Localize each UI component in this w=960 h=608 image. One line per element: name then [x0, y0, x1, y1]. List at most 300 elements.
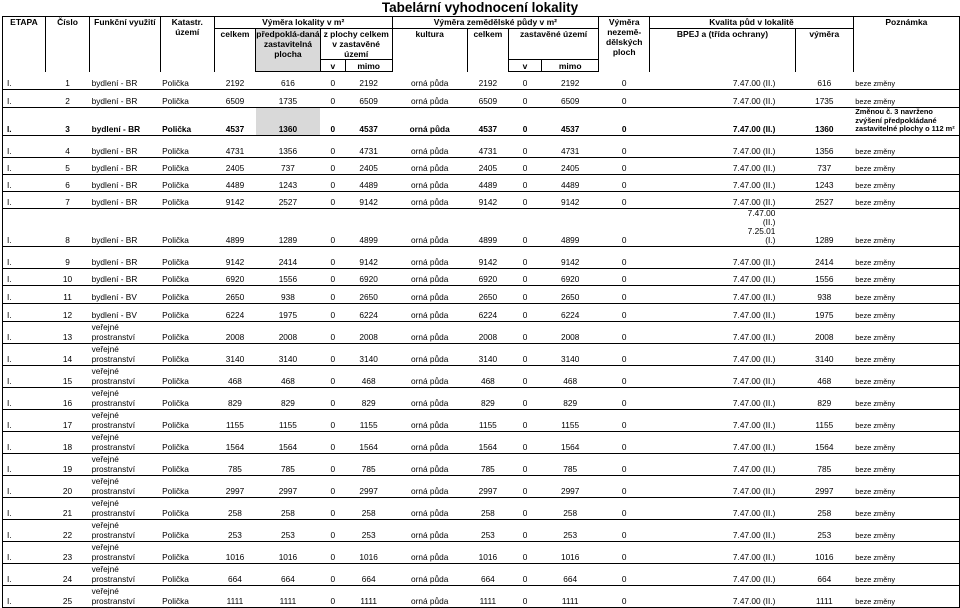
cell-poznamka: beze změny [853, 90, 959, 108]
cell-katastr: Polička [160, 135, 214, 157]
cell-zpf-mimo: 2192 [542, 72, 599, 90]
cell-bpej: 7.47.00 (II.) [650, 246, 796, 268]
cell-zpf-celkem: 6224 [467, 303, 508, 321]
cell-kultura: orná půda [392, 365, 467, 387]
cell-celkem: 2650 [214, 285, 255, 303]
cell-etapa: I. [3, 365, 46, 387]
table-row [3, 174, 960, 191]
cell-katastr: Polička [160, 108, 214, 136]
cell-etapa: I. [3, 135, 46, 157]
cell-celkem: 253 [214, 519, 255, 541]
cell-funkce: veřejné prostranství [90, 497, 160, 519]
cell-bpej: 7.47.00 (II.) [650, 519, 796, 541]
cell-celkem: 1564 [214, 431, 255, 453]
cell-katastr: Polička [160, 497, 214, 519]
header-etapa: ETAPA [3, 17, 46, 72]
cell-bpej: 7.47.00 (II.) [650, 90, 796, 108]
cell-katastr: Polička [160, 268, 214, 285]
cell-mimo: 468 [345, 365, 392, 387]
cell-poznamka: beze změny [853, 285, 959, 303]
cell-celkem: 6920 [214, 268, 255, 285]
cell-v: 0 [320, 174, 345, 191]
cell-kultura: orná půda [392, 343, 467, 365]
cell-nezem: 0 [599, 208, 650, 246]
cell-etapa: I. [3, 343, 46, 365]
cell-zpf-v: 0 [508, 409, 541, 431]
cell-funkce: bydlení - BR [90, 268, 160, 285]
cell-nezem: 0 [599, 541, 650, 563]
cell-predpokladana: 1735 [256, 90, 321, 108]
cell-v: 0 [320, 541, 345, 563]
cell-funkce: veřejné prostranství [90, 563, 160, 585]
cell-nezem: 0 [599, 303, 650, 321]
table-body [3, 72, 960, 608]
cell-kultura: orná půda [392, 563, 467, 585]
cell-kultura: orná půda [392, 174, 467, 191]
cell-katastr: Polička [160, 343, 214, 365]
cell-v: 0 [320, 431, 345, 453]
cell-bpej: 7.47.00 (II.) [650, 431, 796, 453]
cell-v: 0 [320, 497, 345, 519]
cell-zpf-celkem: 468 [467, 365, 508, 387]
cell-predpokladana: 2997 [256, 475, 321, 497]
cell-kultura: orná půda [392, 409, 467, 431]
cell-v: 0 [320, 303, 345, 321]
cell-poznamka: beze změny [853, 268, 959, 285]
cell-predpokladana: 1556 [256, 268, 321, 285]
cell-vymera: 2997 [795, 475, 853, 497]
document-title: Tabelární vyhodnocení lokality [381, 0, 579, 15]
table-row [3, 90, 960, 108]
cell-zpf-mimo: 1564 [542, 431, 599, 453]
cell-etapa: I. [3, 174, 46, 191]
table-row [3, 343, 960, 365]
cell-mimo: 1111 [345, 585, 392, 607]
cell-mimo: 9142 [345, 191, 392, 208]
cell-funkce: veřejné prostranství [90, 475, 160, 497]
table-row [3, 475, 960, 497]
cell-zpf-v: 0 [508, 343, 541, 365]
cell-cislo: 12 [45, 303, 89, 321]
cell-funkce: bydlení - BR [90, 246, 160, 268]
cell-nezem: 0 [599, 246, 650, 268]
cell-kultura: orná půda [392, 285, 467, 303]
cell-bpej: 7.47.00 (II.) [650, 387, 796, 409]
table-row [3, 321, 960, 343]
cell-cislo: 10 [45, 268, 89, 285]
header-zpf-celkem: celkem [467, 29, 508, 72]
cell-zpf-mimo: 253 [542, 519, 599, 541]
cell-zpf-celkem: 6920 [467, 268, 508, 285]
cell-vymera: 1289 [795, 208, 853, 246]
cell-cislo: 14 [45, 343, 89, 365]
cell-zpf-v: 0 [508, 90, 541, 108]
cell-katastr: Polička [160, 365, 214, 387]
cell-predpokladana: 1243 [256, 174, 321, 191]
cell-mimo: 3140 [345, 343, 392, 365]
cell-vymera: 2527 [795, 191, 853, 208]
table-row [3, 585, 960, 607]
cell-zpf-v: 0 [508, 541, 541, 563]
cell-zpf-mimo: 4489 [542, 174, 599, 191]
cell-zpf-v: 0 [508, 285, 541, 303]
cell-v: 0 [320, 365, 345, 387]
cell-katastr: Polička [160, 72, 214, 90]
header-kultura: kultura [392, 29, 467, 72]
cell-zpf-celkem: 9142 [467, 191, 508, 208]
cell-zpf-celkem: 9142 [467, 246, 508, 268]
cell-katastr: Polička [160, 519, 214, 541]
cell-zpf-v: 0 [508, 387, 541, 409]
cell-bpej: 7.47.00 (II.) [650, 285, 796, 303]
cell-celkem: 1155 [214, 409, 255, 431]
cell-mimo: 664 [345, 563, 392, 585]
cell-vymera: 253 [795, 519, 853, 541]
cell-katastr: Polička [160, 246, 214, 268]
cell-funkce: veřejné prostranství [90, 585, 160, 607]
table-row [3, 303, 960, 321]
cell-vymera: 829 [795, 387, 853, 409]
cell-zpf-mimo: 2650 [542, 285, 599, 303]
cell-zpf-mimo: 664 [542, 563, 599, 585]
cell-nezem: 0 [599, 475, 650, 497]
cell-v: 0 [320, 453, 345, 475]
cell-kultura: orná půda [392, 208, 467, 246]
cell-mimo: 785 [345, 453, 392, 475]
cell-predpokladana: 1975 [256, 303, 321, 321]
table-row [3, 246, 960, 268]
cell-predpokladana: 664 [256, 563, 321, 585]
cell-celkem: 664 [214, 563, 255, 585]
cell-katastr: Polička [160, 563, 214, 585]
cell-vymera: 258 [795, 497, 853, 519]
cell-bpej: 7.47.00 (II.) [650, 268, 796, 285]
cell-etapa: I. [3, 563, 46, 585]
cell-poznamka: beze změny [853, 208, 959, 246]
cell-celkem: 468 [214, 365, 255, 387]
cell-zpf-v: 0 [508, 563, 541, 585]
table-row [3, 268, 960, 285]
cell-bpej: 7.47.00 (II.) [650, 497, 796, 519]
cell-nezem: 0 [599, 387, 650, 409]
cell-cislo: 5 [45, 157, 89, 174]
cell-poznamka: beze změny [853, 585, 959, 607]
cell-katastr: Polička [160, 303, 214, 321]
cell-cislo: 6 [45, 174, 89, 191]
cell-vymera: 664 [795, 563, 853, 585]
cell-zpf-celkem: 664 [467, 563, 508, 585]
table-row [3, 519, 960, 541]
cell-katastr: Polička [160, 191, 214, 208]
cell-zpf-celkem: 1155 [467, 409, 508, 431]
cell-zpf-celkem: 4537 [467, 108, 508, 136]
cell-celkem: 2405 [214, 157, 255, 174]
cell-mimo: 6224 [345, 303, 392, 321]
cell-v: 0 [320, 285, 345, 303]
cell-vymera: 938 [795, 285, 853, 303]
cell-etapa: I. [3, 475, 46, 497]
cell-v: 0 [320, 585, 345, 607]
table-header [3, 17, 960, 72]
cell-predpokladana: 2008 [256, 321, 321, 343]
cell-nezem: 0 [599, 321, 650, 343]
cell-zpf-mimo: 785 [542, 453, 599, 475]
cell-zpf-mimo: 1155 [542, 409, 599, 431]
cell-kultura: orná půda [392, 135, 467, 157]
header-funkcni-vyuziti: Funkční využití [90, 17, 160, 72]
table-row [3, 208, 960, 246]
cell-predpokladana: 1360 [256, 108, 321, 136]
cell-etapa: I. [3, 585, 46, 607]
cell-mimo: 2650 [345, 285, 392, 303]
cell-celkem: 785 [214, 453, 255, 475]
header-zpf-mimo: mimo [542, 60, 599, 72]
cell-funkce: veřejné prostranství [90, 541, 160, 563]
cell-poznamka: beze změny [853, 563, 959, 585]
cell-zpf-v: 0 [508, 365, 541, 387]
cell-v: 0 [320, 208, 345, 246]
cell-vymera: 2414 [795, 246, 853, 268]
cell-bpej: 7.47.00 (II.) [650, 585, 796, 607]
cell-zpf-mimo: 2997 [542, 475, 599, 497]
cell-v: 0 [320, 191, 345, 208]
cell-celkem: 9142 [214, 191, 255, 208]
cell-etapa: I. [3, 387, 46, 409]
cell-cislo: 7 [45, 191, 89, 208]
cell-mimo: 2008 [345, 321, 392, 343]
cell-etapa: I. [3, 453, 46, 475]
cell-katastr: Polička [160, 208, 214, 246]
cell-bpej: 7.47.00 (II.) 7.25.01 (I.) [650, 208, 796, 246]
cell-mimo: 2192 [345, 72, 392, 90]
cell-zpf-celkem: 2405 [467, 157, 508, 174]
cell-cislo: 1 [45, 72, 89, 90]
cell-kultura: orná půda [392, 519, 467, 541]
cell-katastr: Polička [160, 475, 214, 497]
cell-funkce: bydlení - BR [90, 157, 160, 174]
cell-predpokladana: 468 [256, 365, 321, 387]
cell-mimo: 4731 [345, 135, 392, 157]
header-katastr: Katastr. území [160, 17, 214, 72]
cell-nezem: 0 [599, 268, 650, 285]
cell-vymera: 737 [795, 157, 853, 174]
cell-katastr: Polička [160, 541, 214, 563]
cell-zpf-mimo: 1016 [542, 541, 599, 563]
cell-bpej: 7.47.00 (II.) [650, 72, 796, 90]
cell-nezem: 0 [599, 135, 650, 157]
cell-kultura: orná půda [392, 453, 467, 475]
cell-kultura: orná půda [392, 72, 467, 90]
cell-poznamka: beze změny [853, 409, 959, 431]
cell-bpej: 7.47.00 (II.) [650, 321, 796, 343]
cell-bpej: 7.47.00 (II.) [650, 541, 796, 563]
cell-cislo: 19 [45, 453, 89, 475]
cell-nezem: 0 [599, 431, 650, 453]
cell-zpf-mimo: 4731 [542, 135, 599, 157]
cell-kultura: orná půda [392, 387, 467, 409]
cell-zpf-v: 0 [508, 453, 541, 475]
cell-funkce: veřejné prostranství [90, 387, 160, 409]
cell-poznamka: beze změny [853, 431, 959, 453]
cell-etapa: I. [3, 90, 46, 108]
cell-cislo: 4 [45, 135, 89, 157]
cell-bpej: 7.47.00 (II.) [650, 191, 796, 208]
cell-vymera: 1111 [795, 585, 853, 607]
cell-nezem: 0 [599, 519, 650, 541]
cell-nezem: 0 [599, 285, 650, 303]
header-kvalita: Kvalita půd v lokalitě [650, 17, 854, 29]
cell-bpej: 7.47.00 (II.) [650, 409, 796, 431]
cell-zpf-celkem: 4899 [467, 208, 508, 246]
cell-predpokladana: 1016 [256, 541, 321, 563]
table-row [3, 409, 960, 431]
cell-vymera: 468 [795, 365, 853, 387]
cell-zpf-celkem: 2008 [467, 321, 508, 343]
cell-bpej: 7.47.00 (II.) [650, 157, 796, 174]
cell-predpokladana: 258 [256, 497, 321, 519]
header-vymera-zpf: Výměra zemědělské půdy v m² [392, 17, 599, 29]
cell-celkem: 6224 [214, 303, 255, 321]
cell-etapa: I. [3, 497, 46, 519]
cell-etapa: I. [3, 519, 46, 541]
header-v: v [320, 60, 345, 72]
cell-celkem: 2192 [214, 72, 255, 90]
cell-mimo: 2405 [345, 157, 392, 174]
cell-predpokladana: 829 [256, 387, 321, 409]
cell-cislo: 20 [45, 475, 89, 497]
cell-nezem: 0 [599, 453, 650, 475]
cell-mimo: 1564 [345, 431, 392, 453]
cell-vymera: 1155 [795, 409, 853, 431]
cell-zpf-v: 0 [508, 431, 541, 453]
cell-nezem: 0 [599, 343, 650, 365]
cell-zpf-v: 0 [508, 475, 541, 497]
cell-bpej: 7.47.00 (II.) [650, 174, 796, 191]
cell-zpf-v: 0 [508, 157, 541, 174]
header-predpokladana: předpoklá-daná zastavitelná plocha [256, 29, 321, 72]
cell-zpf-celkem: 1111 [467, 585, 508, 607]
cell-kultura: orná půda [392, 475, 467, 497]
table-row [3, 157, 960, 174]
cell-poznamka: beze změny [853, 541, 959, 563]
header-zpf-v: v [508, 60, 541, 72]
cell-cislo: 3 [45, 108, 89, 136]
cell-funkce: bydlení - BR [90, 72, 160, 90]
cell-celkem: 4731 [214, 135, 255, 157]
cell-zpf-v: 0 [508, 135, 541, 157]
cell-poznamka: beze změny [853, 174, 959, 191]
table-row [3, 108, 960, 136]
cell-zpf-v: 0 [508, 303, 541, 321]
cell-v: 0 [320, 475, 345, 497]
cell-predpokladana: 1111 [256, 585, 321, 607]
table-row [3, 453, 960, 475]
cell-zpf-v: 0 [508, 174, 541, 191]
cell-celkem: 9142 [214, 246, 255, 268]
cell-katastr: Polička [160, 453, 214, 475]
cell-cislo: 24 [45, 563, 89, 585]
cell-zpf-v: 0 [508, 321, 541, 343]
cell-zpf-celkem: 2650 [467, 285, 508, 303]
cell-bpej: 7.47.00 (II.) [650, 453, 796, 475]
cell-v: 0 [320, 387, 345, 409]
cell-v: 0 [320, 321, 345, 343]
cell-v: 0 [320, 90, 345, 108]
cell-nezem: 0 [599, 108, 650, 136]
cell-bpej: 7.47.00 (II.) [650, 563, 796, 585]
cell-celkem: 4899 [214, 208, 255, 246]
cell-zpf-mimo: 468 [542, 365, 599, 387]
cell-zpf-v: 0 [508, 108, 541, 136]
header-mimo: mimo [345, 60, 392, 72]
cell-cislo: 23 [45, 541, 89, 563]
cell-kultura: orná půda [392, 90, 467, 108]
cell-celkem: 2997 [214, 475, 255, 497]
cell-nezem: 0 [599, 157, 650, 174]
header-z-plochy: z plochy celkem v zastavěné území [320, 29, 392, 60]
cell-nezem: 0 [599, 72, 650, 90]
cell-etapa: I. [3, 72, 46, 90]
cell-zpf-v: 0 [508, 191, 541, 208]
cell-vymera: 1360 [795, 108, 853, 136]
table-row [3, 285, 960, 303]
evaluation-table [2, 16, 960, 608]
cell-mimo: 829 [345, 387, 392, 409]
cell-zpf-mimo: 3140 [542, 343, 599, 365]
table-row [3, 431, 960, 453]
cell-v: 0 [320, 108, 345, 136]
cell-funkce: bydlení - BR [90, 174, 160, 191]
cell-predpokladana: 2414 [256, 246, 321, 268]
cell-zpf-mimo: 1111 [542, 585, 599, 607]
cell-kultura: orná půda [392, 246, 467, 268]
cell-mimo: 1016 [345, 541, 392, 563]
cell-cislo: 25 [45, 585, 89, 607]
cell-funkce: bydlení - BR [90, 90, 160, 108]
cell-etapa: I. [3, 409, 46, 431]
cell-bpej: 7.47.00 (II.) [650, 365, 796, 387]
cell-poznamka: beze změny [853, 303, 959, 321]
cell-mimo: 6920 [345, 268, 392, 285]
cell-cislo: 11 [45, 285, 89, 303]
cell-etapa: I. [3, 321, 46, 343]
cell-zpf-celkem: 2192 [467, 72, 508, 90]
cell-funkce: bydlení - BR [90, 108, 160, 136]
header-cislo: Číslo [45, 17, 89, 72]
cell-zpf-celkem: 2997 [467, 475, 508, 497]
cell-nezem: 0 [599, 563, 650, 585]
cell-etapa: I. [3, 268, 46, 285]
cell-mimo: 4489 [345, 174, 392, 191]
header-vymera: výměra [795, 29, 853, 72]
cell-zpf-v: 0 [508, 72, 541, 90]
cell-poznamka: beze změny [853, 72, 959, 90]
cell-etapa: I. [3, 108, 46, 136]
cell-cislo: 2 [45, 90, 89, 108]
table-row [3, 541, 960, 563]
cell-nezem: 0 [599, 191, 650, 208]
cell-zpf-celkem: 253 [467, 519, 508, 541]
cell-bpej: 7.47.00 (II.) [650, 108, 796, 136]
cell-vymera: 1564 [795, 431, 853, 453]
cell-predpokladana: 3140 [256, 343, 321, 365]
table-row [3, 365, 960, 387]
cell-nezem: 0 [599, 174, 650, 191]
cell-kultura: orná půda [392, 303, 467, 321]
cell-vymera: 616 [795, 72, 853, 90]
table-row [3, 387, 960, 409]
cell-katastr: Polička [160, 157, 214, 174]
